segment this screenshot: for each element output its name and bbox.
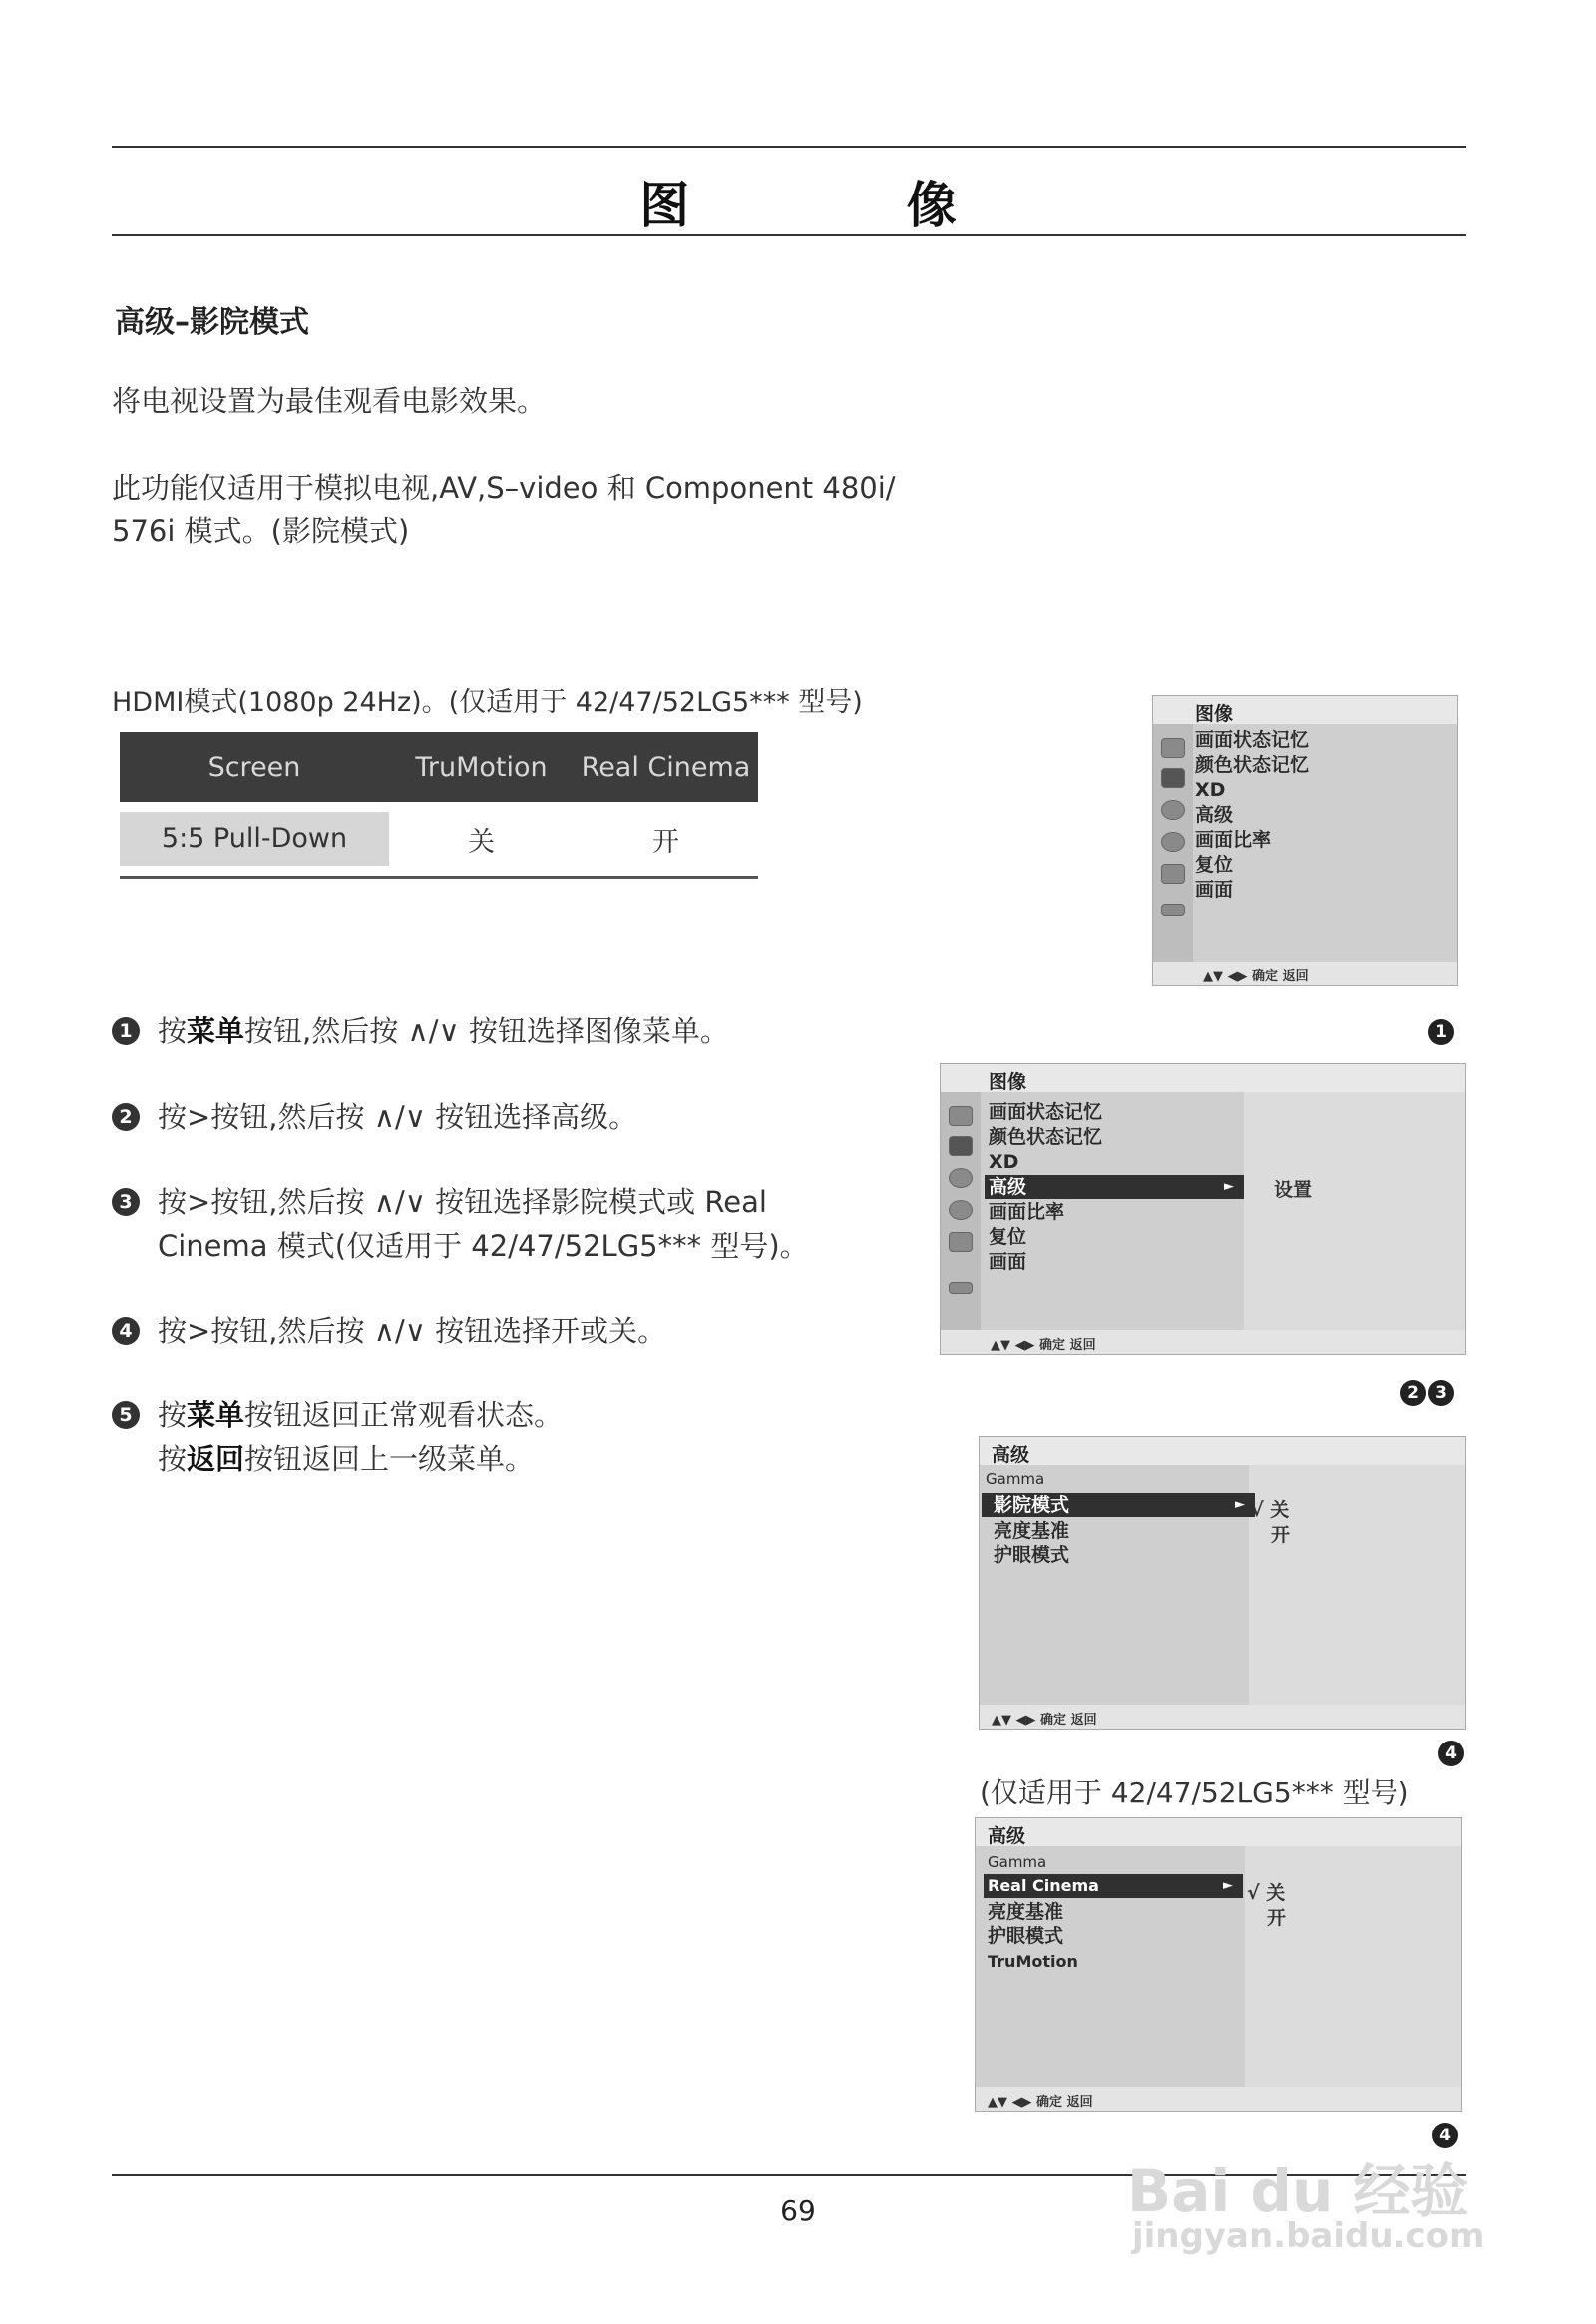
menu-item[interactable]: XD	[1195, 779, 1226, 801]
osd-footer	[941, 1330, 1465, 1354]
step-text: 按	[158, 1014, 188, 1048]
audio-icon	[949, 1168, 973, 1188]
section-note-line1: 此功能仅适用于模拟电视,AV,S–video 和 Component 480i/	[112, 471, 896, 505]
osd-footer-hints: ▲▼ ◀▶ 确定 返回	[1203, 969, 1309, 984]
menu-item[interactable]: XD	[989, 1151, 1019, 1173]
submenu-option[interactable]: 设置	[1274, 1179, 1313, 1201]
osd-title: 高级	[988, 1825, 1026, 1847]
table-cell: 5:5 Pull-Down	[120, 812, 389, 866]
figure-badge: 1	[1428, 1019, 1454, 1045]
step-4	[112, 1309, 666, 1353]
step-text: 按钮返回上一级菜单。	[244, 1442, 535, 1476]
menu-item[interactable]: Gamma	[988, 1853, 1047, 1871]
step-text: 按	[158, 1398, 188, 1432]
osd-header	[1153, 696, 1457, 724]
picture-icon	[949, 1106, 973, 1126]
step-5	[112, 1393, 563, 1481]
osd-footer-hints: ▲▼ ◀▶ 确定 返回	[992, 1713, 1097, 1728]
osd-submenu-panel	[1244, 1092, 1465, 1330]
step-2	[112, 1095, 637, 1139]
osd-header	[980, 1437, 1465, 1465]
clock-icon	[1161, 832, 1185, 852]
step-text: 按	[158, 1442, 188, 1476]
step-text: 按>按钮,然后按 ∧/∨ 按钮选择高级。	[158, 1100, 638, 1134]
option-off-checked[interactable]: √ 关	[1247, 1882, 1286, 1904]
lock-icon	[1161, 864, 1185, 884]
step-number: 2	[112, 1103, 140, 1131]
audio-icon	[1161, 800, 1185, 820]
hdmi-table-header	[120, 732, 758, 802]
section-note-line2: 576i 模式。(影院模式)	[112, 514, 410, 548]
section-intro: 将电视设置为最佳观看电影效果。	[112, 384, 547, 418]
table-cell: 开	[652, 826, 679, 858]
baidu-watermark-url: jingyan.baidu.com	[1132, 2216, 1485, 2256]
option-on[interactable]: 开	[1271, 1524, 1291, 1546]
submenu-arrow-icon: ►	[1235, 1497, 1245, 1512]
step-text: 按钮,然后按 ∧/∨ 按钮选择图像菜单。	[244, 1014, 729, 1048]
osd-footer	[980, 1705, 1465, 1729]
menu-item[interactable]: 高级	[1195, 804, 1234, 826]
page-number: 69	[780, 2194, 816, 2227]
header-cell: Real Cinema	[581, 751, 751, 783]
step-3	[112, 1180, 809, 1268]
input-icon	[949, 1282, 973, 1294]
step-text: Cinema 模式(仅适用于 42/47/52LG5*** 型号)。	[158, 1229, 809, 1263]
osd4-caption: (仅适用于 42/47/52LG5*** 型号)	[980, 1776, 1409, 1809]
submenu-arrow-icon: ►	[1224, 1179, 1234, 1194]
menu-item[interactable]: 画面状态记忆	[1195, 729, 1310, 751]
step-text: 按钮返回正常观看状态。	[244, 1398, 564, 1432]
figure-badge: 4	[1432, 2123, 1458, 2148]
menu-item-selected[interactable]	[985, 1175, 1244, 1199]
menu-item-label: Real Cinema	[988, 1876, 1099, 1895]
option-off-checked[interactable]: √ 关	[1251, 1499, 1290, 1521]
menu-item[interactable]: 亮度基准	[994, 1520, 1070, 1542]
menu-item[interactable]: 颜色状态记忆	[1195, 754, 1310, 776]
option-on[interactable]: 开	[1267, 1907, 1287, 1929]
menu-item[interactable]: 亮度基准	[988, 1901, 1064, 1923]
section-heading: 高级–影院模式	[115, 305, 309, 340]
step-text: 按>按钮,然后按 ∧/∨ 按钮选择开或关。	[158, 1314, 667, 1348]
header-cell: Screen	[207, 751, 301, 783]
table-cell: 关	[468, 826, 495, 858]
menu-item[interactable]: Gamma	[986, 1470, 1045, 1488]
menu-item[interactable]: 画面	[1195, 879, 1234, 901]
submenu-arrow-icon: ►	[1223, 1878, 1233, 1893]
menu-item-selected[interactable]	[984, 1874, 1243, 1898]
osd-title: 图像	[1195, 703, 1234, 725]
menu-item[interactable]: 复位	[1195, 854, 1234, 876]
hdmi-table	[120, 732, 758, 879]
figure-badge: 4	[1438, 1741, 1464, 1766]
step-number: 3	[112, 1188, 140, 1216]
step-number: 5	[112, 1401, 140, 1429]
osd-advanced-realcinema-menu	[975, 1817, 1462, 2112]
screen-icon	[1161, 768, 1185, 788]
menu-item[interactable]: 护眼模式	[988, 1925, 1064, 1947]
lock-icon	[949, 1232, 973, 1252]
step-keyword: 菜单	[187, 1014, 245, 1048]
menu-item[interactable]: 画面状态记忆	[989, 1101, 1103, 1123]
osd-footer	[1153, 962, 1457, 985]
menu-item[interactable]: 画面比率	[1195, 829, 1272, 851]
screen-icon	[949, 1136, 973, 1156]
menu-item-label: 高级	[989, 1176, 1027, 1198]
osd-picture-advanced-menu	[940, 1063, 1466, 1355]
hdmi-table-row	[120, 808, 758, 870]
baidu-watermark-logo: Bai du 经验	[1127, 2157, 1469, 2225]
osd-icon-column	[1153, 724, 1193, 962]
picture-icon	[1161, 738, 1185, 758]
step-number: 4	[112, 1317, 140, 1345]
menu-item-selected[interactable]	[982, 1493, 1255, 1517]
table-bottom-rule	[120, 876, 758, 879]
top-rule	[112, 146, 1466, 148]
step-1	[112, 1009, 729, 1053]
step-text: 按>按钮,然后按 ∧/∨ 按钮选择影院模式或 Real	[158, 1185, 767, 1219]
title-rule	[112, 234, 1466, 236]
step-keyword: 菜单	[187, 1398, 245, 1432]
menu-item[interactable]: 护眼模式	[994, 1544, 1070, 1566]
menu-item[interactable]: 画面比率	[989, 1201, 1065, 1223]
osd-footer	[976, 2087, 1461, 2111]
osd-title: 图像	[989, 1071, 1027, 1093]
osd-advanced-cinema-menu	[979, 1436, 1466, 1730]
menu-item[interactable]: 画面	[989, 1251, 1027, 1273]
menu-item[interactable]: TruMotion	[988, 1952, 1078, 1971]
figure-badge: 2	[1400, 1380, 1426, 1406]
header-cell: TruMotion	[415, 751, 548, 783]
step-number: 1	[112, 1017, 140, 1045]
figure-badge: 3	[1428, 1380, 1454, 1406]
osd-icon-column	[941, 1092, 981, 1330]
input-icon	[1161, 904, 1185, 916]
osd-footer-hints: ▲▼ ◀▶ 确定 返回	[991, 1338, 1096, 1353]
osd-picture-menu	[1152, 695, 1458, 986]
osd-header	[941, 1064, 1465, 1092]
osd-header	[976, 1818, 1461, 1846]
menu-item-label: 影院模式	[994, 1494, 1070, 1516]
menu-item[interactable]: 复位	[989, 1226, 1027, 1248]
page-title: 图 像	[639, 177, 1056, 234]
osd-title: 高级	[992, 1444, 1030, 1466]
hdmi-caption: HDMI模式(1080p 24Hz)。(仅适用于 42/47/52LG5*** 型号)	[112, 687, 863, 718]
menu-item[interactable]: 颜色状态记忆	[989, 1126, 1103, 1148]
step-keyword: 返回	[187, 1442, 245, 1476]
osd-footer-hints: ▲▼ ◀▶ 确定 返回	[988, 2095, 1093, 2110]
clock-icon	[949, 1200, 973, 1220]
